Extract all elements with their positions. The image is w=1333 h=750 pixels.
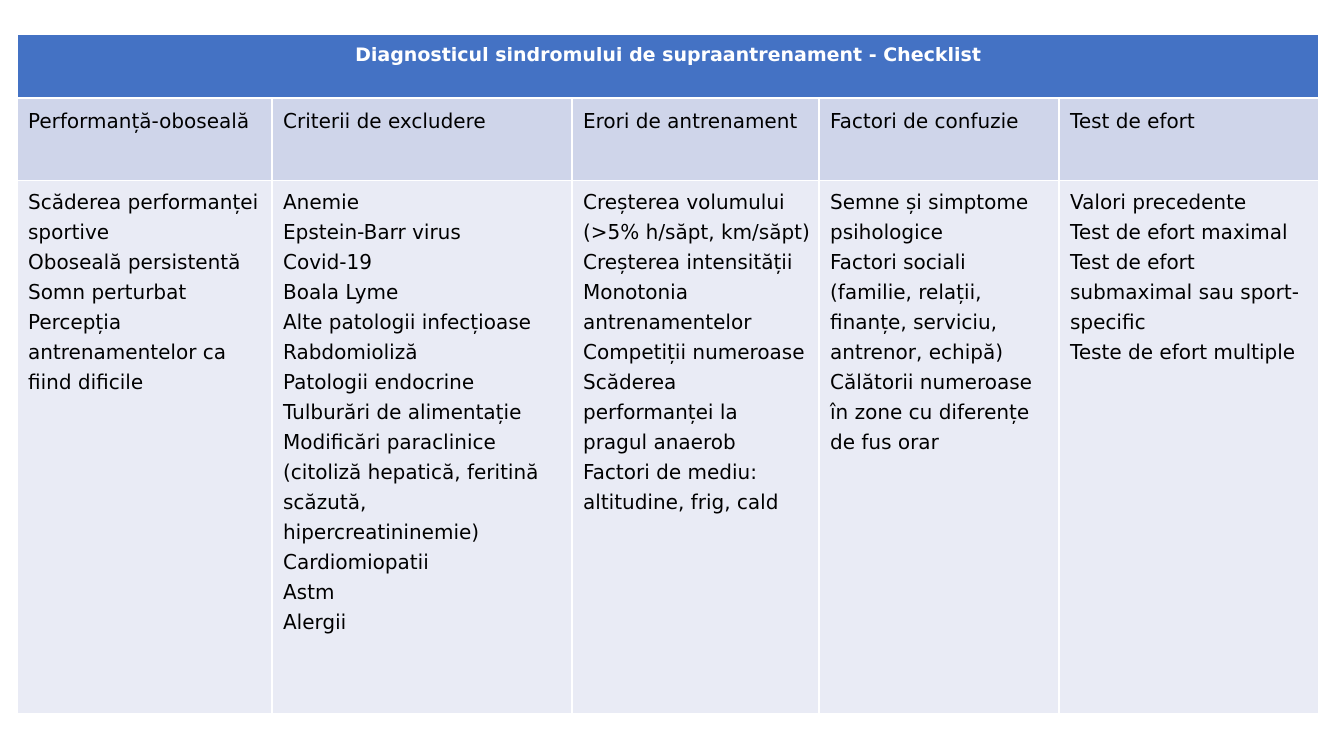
list-item: scăzută, — [283, 490, 367, 514]
list-item: antrenamentelor — [583, 310, 752, 334]
list-item: specific — [1070, 310, 1146, 334]
header-cell-factori: Factori de confuzie — [830, 109, 1019, 133]
list-item: Teste de efort multiple — [1070, 340, 1296, 364]
body-cell-performanta — [18, 181, 271, 713]
list-item: Alte patologii infecțioase — [283, 310, 531, 334]
header-cell-erori: Erori de antrenament — [583, 109, 798, 133]
body-cell-criterii — [273, 181, 571, 713]
list-item: Rabdomioliză — [283, 340, 418, 364]
list-item: (>5% h/săpt, km/săpt) — [583, 220, 810, 244]
list-item: Test de efort maximal — [1070, 220, 1288, 244]
body-cell-factori — [820, 181, 1058, 713]
list-item: Modificări paraclinice — [283, 430, 496, 454]
body-row — [18, 181, 1318, 713]
list-item: Patologii endocrine — [283, 370, 475, 394]
list-item: Covid-19 — [283, 250, 372, 274]
list-item: Factori de mediu: — [583, 460, 757, 484]
checklist-table — [18, 35, 1318, 713]
list-item: Boala Lyme — [283, 280, 399, 304]
list-item: Percepția — [28, 310, 122, 334]
list-item: (familie, relații, — [830, 280, 982, 304]
list-item: psihologice — [830, 220, 943, 244]
list-item: Tulburări de alimentație — [283, 400, 522, 424]
list-item: Anemie — [283, 190, 360, 214]
body-cell-erori — [573, 181, 818, 713]
list-item: Oboseală persistentă — [28, 250, 241, 274]
list-item: Test de efort — [1070, 250, 1195, 274]
header-cell-criterii: Criterii de excludere — [283, 109, 486, 133]
list-item: submaximal sau sport- — [1070, 280, 1299, 304]
list-item: Creșterea intensității — [583, 250, 793, 274]
header-cell-performanta: Performanță-oboseală — [28, 109, 250, 133]
list-item: finanțe, serviciu, — [830, 310, 997, 334]
list-item: antrenor, echipă) — [830, 340, 1003, 364]
list-item: Competiții numeroase — [583, 340, 805, 364]
list-item: Monotonia — [583, 280, 688, 304]
list-item: Scăderea — [583, 370, 677, 394]
list-item: de fus orar — [830, 430, 939, 454]
list-item: Semne și simptome — [830, 190, 1029, 214]
table-title: Diagnosticul sindromului de supraantrenament - Checklist — [18, 35, 1318, 97]
list-item: Cardiomiopatii — [283, 550, 429, 574]
list-item: Epstein-Barr virus — [283, 220, 461, 244]
list-item: altitudine, frig, cald — [583, 490, 779, 514]
list-item: Călătorii numeroase — [830, 370, 1032, 394]
list-item: Factori sociali — [830, 250, 966, 274]
list-item: hipercreatininemie) — [283, 520, 480, 544]
list-item: Astm — [283, 580, 335, 604]
list-item: Creșterea volumului — [583, 190, 785, 214]
list-item: în zone cu diferențe — [830, 400, 1030, 424]
list-item: sportive — [28, 220, 110, 244]
header-cell-test: Test de efort — [1070, 109, 1195, 133]
header-row — [18, 99, 1318, 180]
list-item: Alergii — [283, 610, 347, 634]
list-item: (citoliză hepatică, feritină — [283, 460, 539, 484]
list-item: Valori precedente — [1070, 190, 1247, 214]
list-item: Scăderea performanței — [28, 190, 259, 214]
list-item: antrenamentelor ca — [28, 340, 227, 364]
list-item: fiind dificile — [28, 370, 144, 394]
list-item: Somn perturbat — [28, 280, 187, 304]
list-item: pragul anaerob — [583, 430, 736, 454]
body-cell-test — [1060, 181, 1318, 713]
list-item: performanței la — [583, 400, 738, 424]
